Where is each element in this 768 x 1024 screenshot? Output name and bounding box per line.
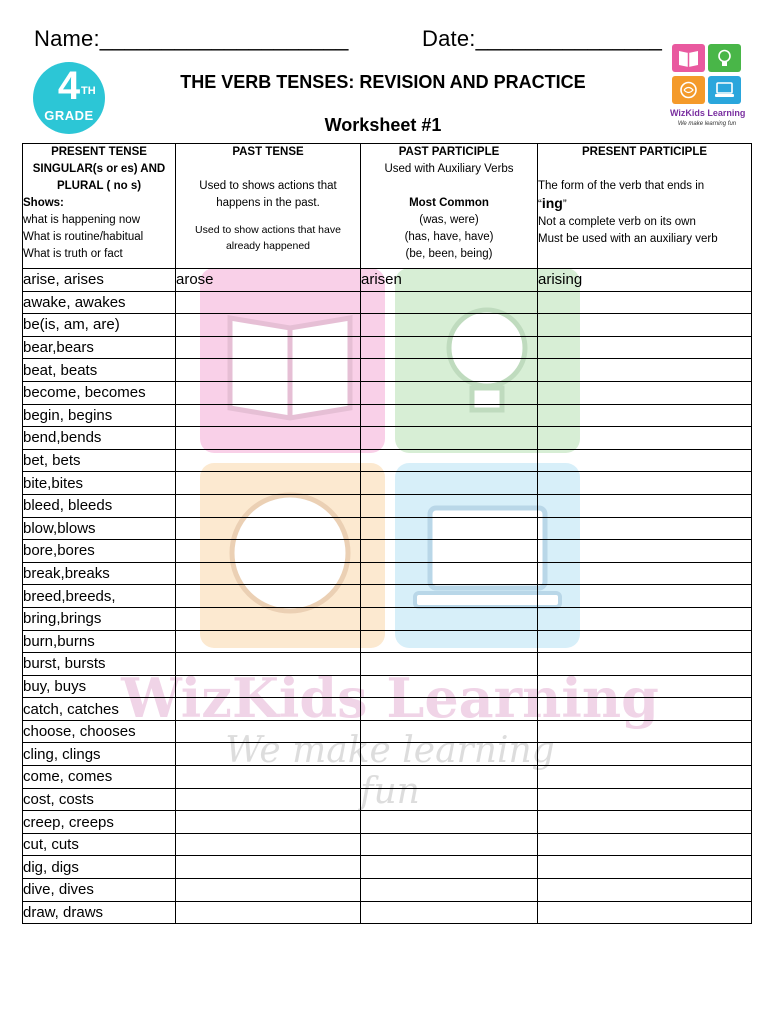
present-participle-cell[interactable] <box>538 879 752 902</box>
present-participle-cell[interactable] <box>538 856 752 879</box>
present-tense-cell: bend,bends <box>23 427 176 450</box>
table-row <box>23 381 752 404</box>
header-present-participle: PRESENT PARTICIPLE The form of the verb that ends in “ing” Not a complete verb on its own Must be used with an auxiliary verb <box>538 144 752 269</box>
past-participle-cell[interactable] <box>361 359 538 382</box>
past-participle-cell[interactable] <box>361 720 538 743</box>
table-row <box>23 427 752 450</box>
table-row <box>23 336 752 359</box>
table-row <box>23 743 752 766</box>
past-tense-cell[interactable] <box>176 698 361 721</box>
past-tense-cell[interactable] <box>176 743 361 766</box>
past-tense-cell[interactable] <box>176 788 361 811</box>
present-tense-cell: breed,breeds, <box>23 585 176 608</box>
past-participle-cell[interactable] <box>361 291 538 314</box>
past-tense-cell[interactable] <box>176 427 361 450</box>
table-row <box>23 901 752 924</box>
present-participle-cell[interactable] <box>538 585 752 608</box>
present-tense-cell: buy, buys <box>23 675 176 698</box>
table-row <box>23 291 752 314</box>
past-tense-cell[interactable] <box>176 675 361 698</box>
header-past-participle: PAST PARTICIPLE Used with Auxiliary Verbs Most Common (was, were) (has, have, have) (be, been, being) <box>361 144 538 269</box>
past-tense-cell[interactable] <box>176 517 361 540</box>
past-participle-cell[interactable] <box>361 607 538 630</box>
table-row <box>23 856 752 879</box>
watermark-brand: WizKids Learning <box>121 666 659 730</box>
header-present-tense: PRESENT TENSE SINGULAR(s or es) AND PLURAL ( no s) Shows: what is happening now What is routine/habitual What is truth or fact <box>23 144 176 269</box>
present-tense-cell: beat, beats <box>23 359 176 382</box>
table-row <box>23 314 752 337</box>
past-participle-cell[interactable] <box>361 675 538 698</box>
present-tense-cell: blow,blows <box>23 517 176 540</box>
verb-rows <box>23 269 752 924</box>
table-row <box>23 517 752 540</box>
present-participle-cell[interactable] <box>538 901 752 924</box>
book-icon <box>672 44 705 72</box>
table-row <box>23 607 752 630</box>
present-participle-cell[interactable] <box>538 314 752 337</box>
present-participle-cell[interactable] <box>538 540 752 563</box>
present-tense-cell: bet, bets <box>23 449 176 472</box>
present-participle-cell[interactable] <box>538 675 752 698</box>
worksheet-number: Worksheet #1 <box>324 115 442 135</box>
present-tense-cell: catch, catches <box>23 698 176 721</box>
past-tense-cell[interactable] <box>176 630 361 653</box>
present-tense-cell: become, becomes <box>23 381 176 404</box>
past-participle-cell[interactable] <box>361 630 538 653</box>
past-tense-cell[interactable] <box>176 449 361 472</box>
present-participle-cell[interactable] <box>538 359 752 382</box>
table-row <box>23 540 752 563</box>
name-field[interactable]: Name:____________________ <box>34 26 349 51</box>
brain-icon <box>672 76 705 104</box>
table-row <box>23 788 752 811</box>
past-participle-cell[interactable] <box>361 562 538 585</box>
table-row <box>23 359 752 382</box>
verb-tenses-table <box>22 143 752 924</box>
present-participle-cell[interactable] <box>538 472 752 495</box>
present-participle-cell[interactable] <box>538 449 752 472</box>
past-tense-cell[interactable] <box>176 314 361 337</box>
table-row <box>23 404 752 427</box>
past-tense-cell[interactable] <box>176 472 361 495</box>
past-participle-cell[interactable] <box>361 472 538 495</box>
table-row <box>23 585 752 608</box>
present-participle-cell[interactable] <box>538 562 752 585</box>
past-tense-cell[interactable]: arose <box>176 269 361 292</box>
present-participle-cell[interactable] <box>538 833 752 856</box>
present-tense-cell: awake, awakes <box>23 291 176 314</box>
past-participle-cell[interactable] <box>361 833 538 856</box>
table-row <box>23 879 752 902</box>
present-participle-cell[interactable] <box>538 336 752 359</box>
table-row <box>23 494 752 517</box>
grade-number: 4 <box>57 64 81 108</box>
logo-tagline: We make learning fun <box>677 121 737 127</box>
past-participle-cell[interactable] <box>361 856 538 879</box>
table-row <box>23 698 752 721</box>
present-tense-cell: creep, creeps <box>23 811 176 834</box>
past-participle-cell[interactable] <box>361 381 538 404</box>
present-tense-cell: cut, cuts <box>23 833 176 856</box>
past-participle-cell[interactable] <box>361 585 538 608</box>
brand-logo <box>670 42 744 134</box>
past-tense-cell[interactable] <box>176 901 361 924</box>
past-tense-cell[interactable] <box>176 494 361 517</box>
past-tense-cell[interactable] <box>176 540 361 563</box>
past-tense-cell[interactable] <box>176 291 361 314</box>
past-participle-cell[interactable] <box>361 494 538 517</box>
past-participle-cell[interactable] <box>361 314 538 337</box>
present-tense-cell: burst, bursts <box>23 653 176 676</box>
past-tense-cell[interactable] <box>176 404 361 427</box>
table-row <box>23 675 752 698</box>
past-participle-cell[interactable] <box>361 698 538 721</box>
table-header-row <box>23 144 752 269</box>
present-participle-cell[interactable] <box>538 766 752 789</box>
present-tense-cell: bore,bores <box>23 540 176 563</box>
watermark-tagline: We make learning fun <box>225 730 555 812</box>
past-tense-cell[interactable] <box>176 766 361 789</box>
past-tense-cell[interactable] <box>176 653 361 676</box>
page-title: THE VERB TENSES: REVISION AND PRACTICE <box>180 72 586 92</box>
laptop-icon <box>708 76 741 104</box>
past-participle-cell[interactable]: arisen <box>361 269 538 292</box>
present-participle-cell[interactable] <box>538 607 752 630</box>
past-tense-cell[interactable] <box>176 879 361 902</box>
present-participle-cell[interactable] <box>538 811 752 834</box>
past-participle-cell[interactable] <box>361 879 538 902</box>
past-participle-cell[interactable] <box>361 336 538 359</box>
table-row <box>23 472 752 495</box>
table-row <box>23 811 752 834</box>
present-tense-cell: cling, clings <box>23 743 176 766</box>
present-tense-cell: draw, draws <box>23 901 176 924</box>
past-participle-cell[interactable] <box>361 901 538 924</box>
present-participle-cell[interactable] <box>538 653 752 676</box>
table-row <box>23 833 752 856</box>
logo-brand-name: WizKids Learning <box>670 108 746 118</box>
past-tense-cell[interactable] <box>176 856 361 879</box>
present-participle-cell[interactable] <box>538 517 752 540</box>
present-participle-cell[interactable] <box>538 494 752 517</box>
present-participle-cell[interactable] <box>538 404 752 427</box>
table-row <box>23 720 752 743</box>
past-participle-cell[interactable] <box>361 404 538 427</box>
past-participle-cell[interactable] <box>361 517 538 540</box>
present-tense-cell: cost, costs <box>23 788 176 811</box>
table-row <box>23 653 752 676</box>
past-tense-cell[interactable] <box>176 811 361 834</box>
past-participle-cell[interactable] <box>361 653 538 676</box>
grade-badge <box>33 62 105 134</box>
past-participle-cell[interactable] <box>361 811 538 834</box>
present-tense-cell: bring,brings <box>23 607 176 630</box>
past-tense-cell[interactable] <box>176 359 361 382</box>
table-row <box>23 562 752 585</box>
present-participle-cell[interactable] <box>538 291 752 314</box>
present-participle-cell[interactable] <box>538 743 752 766</box>
past-tense-cell[interactable] <box>176 381 361 404</box>
present-tense-cell: bleed, bleeds <box>23 494 176 517</box>
lightbulb-icon <box>708 44 741 72</box>
present-participle-cell[interactable] <box>538 720 752 743</box>
past-tense-cell[interactable] <box>176 833 361 856</box>
present-tense-cell: come, comes <box>23 766 176 789</box>
past-participle-cell[interactable] <box>361 540 538 563</box>
present-tense-cell: be(is, am, are) <box>23 314 176 337</box>
grade-suffix: TH <box>81 85 96 97</box>
present-participle-cell[interactable] <box>538 788 752 811</box>
table-row <box>23 269 752 292</box>
present-participle-cell[interactable] <box>538 381 752 404</box>
present-participle-cell[interactable] <box>538 427 752 450</box>
present-tense-cell: bite,bites <box>23 472 176 495</box>
present-participle-cell[interactable] <box>538 630 752 653</box>
date-field[interactable]: Date:_______________ <box>422 26 663 51</box>
present-tense-cell: dive, dives <box>23 879 176 902</box>
present-participle-cell[interactable] <box>538 698 752 721</box>
present-tense-cell: begin, begins <box>23 404 176 427</box>
table-row <box>23 766 752 789</box>
past-participle-cell[interactable] <box>361 743 538 766</box>
present-tense-cell: dig, digs <box>23 856 176 879</box>
past-tense-cell[interactable] <box>176 607 361 630</box>
past-participle-cell[interactable] <box>361 788 538 811</box>
table-row <box>23 630 752 653</box>
table-row <box>23 449 752 472</box>
present-tense-cell: break,breaks <box>23 562 176 585</box>
past-participle-cell[interactable] <box>361 449 538 472</box>
present-tense-cell: burn,burns <box>23 630 176 653</box>
past-participle-cell[interactable] <box>361 766 538 789</box>
past-tense-cell[interactable] <box>176 562 361 585</box>
present-tense-cell: bear,bears <box>23 336 176 359</box>
past-tense-cell[interactable] <box>176 720 361 743</box>
header-past-tense: PAST TENSE Used to shows actions that happens in the past. Used to show actions that have already happened <box>176 144 361 269</box>
past-tense-cell[interactable] <box>176 585 361 608</box>
past-participle-cell[interactable] <box>361 427 538 450</box>
present-tense-cell: arise, arises <box>23 269 176 292</box>
present-tense-cell: choose, chooses <box>23 720 176 743</box>
present-participle-cell[interactable]: arising <box>538 269 752 292</box>
grade-label: GRADE <box>44 108 94 123</box>
past-tense-cell[interactable] <box>176 336 361 359</box>
